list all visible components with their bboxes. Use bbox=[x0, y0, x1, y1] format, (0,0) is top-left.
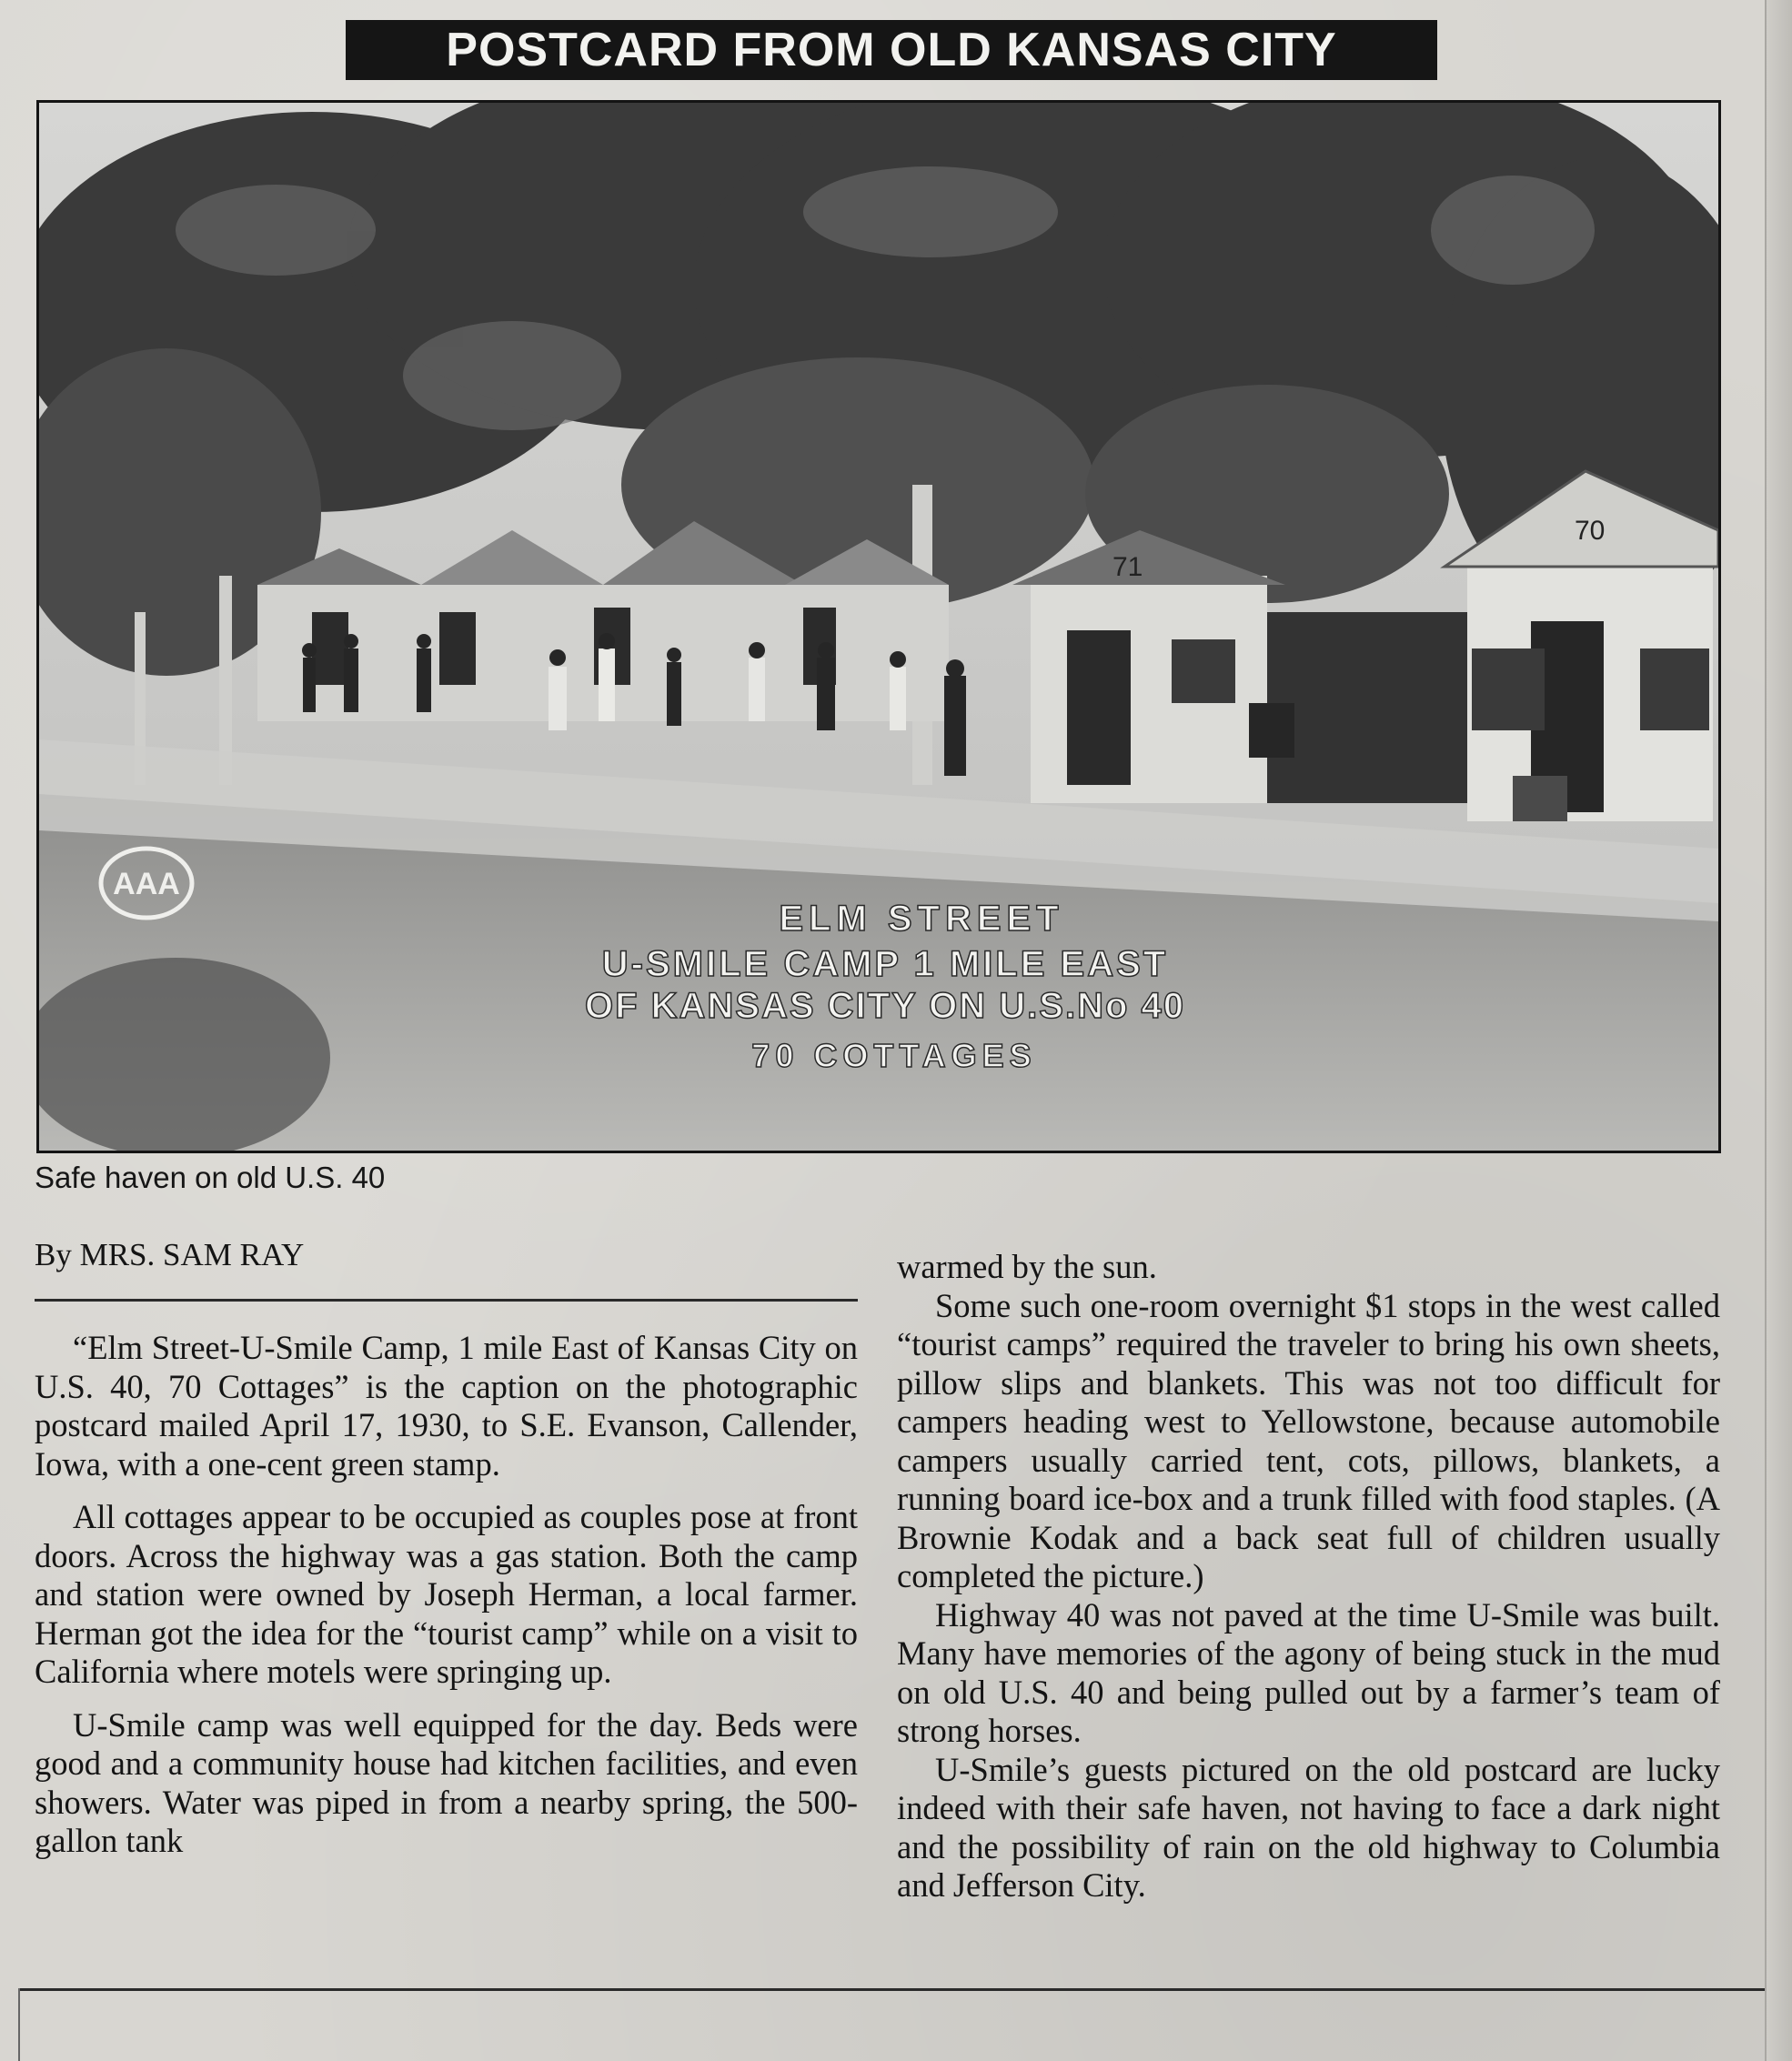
article-left-column bbox=[35, 1237, 858, 1875]
postcard-photo bbox=[36, 100, 1721, 1153]
page-edge bbox=[1765, 0, 1792, 2061]
article-right-column bbox=[897, 1248, 1720, 1905]
postcard-line-2: U-SMILE CAMP 1 MILE EAST bbox=[601, 944, 1169, 984]
paragraph: U-Smile camp was well equipped for the day. Beds were good and a community house had kitchen facilities, and even showers. Water was piped in from a nearby spring, the 500-gallon tank bbox=[35, 1705, 858, 1859]
cottage-71 bbox=[1012, 530, 1285, 803]
paragraph: All cottages appear to be occupied as couples pose at front doors. Across the highway was a gas station. Both the camp and station were owned by Joseph Herman, a local farmer. Herman got the idea for the “tourist camp” while on a visit to California where motels were springing up. bbox=[35, 1498, 858, 1690]
photo-caption: Safe haven on old U.S. 40 bbox=[35, 1161, 386, 1194]
paragraph-continued: warmed by the sun. bbox=[897, 1248, 1157, 1285]
bottom-rule bbox=[18, 1988, 1765, 1991]
svg-text:AAA: AAA bbox=[113, 867, 180, 901]
byline-rule bbox=[35, 1299, 858, 1302]
postcard-line-1: ELM STREET bbox=[779, 899, 1064, 939]
paragraph: U-Smile’s guests pictured on the old postcard are lucky indeed with their safe haven, not having to face a dark night and the possibility of rain on the old highway to Columbia and Jefferson City. bbox=[897, 1750, 1720, 1904]
paragraph: “Elm Street-U-Smile Camp, 1 mile East of Kansas City on U.S. 40, 70 Cottages” is the caption on the photographic postcard mailed April 17, 1930, to S.E. Evanson, Callender, Iowa, with a one-cent green stamp. bbox=[35, 1329, 858, 1483]
cabin-number-71: 71 bbox=[1112, 552, 1143, 582]
byline: By MRS. SAM RAY bbox=[35, 1237, 305, 1272]
headline: POSTCARD FROM OLD KANSAS CITY bbox=[446, 24, 1337, 76]
cut-line bbox=[18, 1988, 20, 2061]
postcard-line-4: 70 COTTAGES bbox=[751, 1037, 1037, 1074]
cabin-number-70: 70 bbox=[1575, 516, 1606, 546]
headline-banner bbox=[346, 20, 1437, 80]
postcard-line-3: OF KANSAS CITY ON U.S.No 40 bbox=[584, 986, 1186, 1026]
carport bbox=[1267, 612, 1467, 803]
postcard-image bbox=[39, 103, 1718, 1151]
paragraph: Some such one-room overnight $1 stops in the west called “tourist camps” required the traveler to bring his own sheets, pillow slips and blankets. This was not too difficult for campers heading west to Yellowstone, because automobile campers usually carried tent, cots, pillows, blankets, a running board ice-box and a trunk filled with food staples. (A Brownie Kodak and a back seat full of children usually completed the picture.) bbox=[897, 1286, 1720, 1594]
paragraph: Highway 40 was not paved at the time U-Smile was built. Many have memories of the agony of being stuck in the mud on old U.S. 40 and being pulled out by a farmer’s team of strong horses. bbox=[897, 1595, 1720, 1749]
